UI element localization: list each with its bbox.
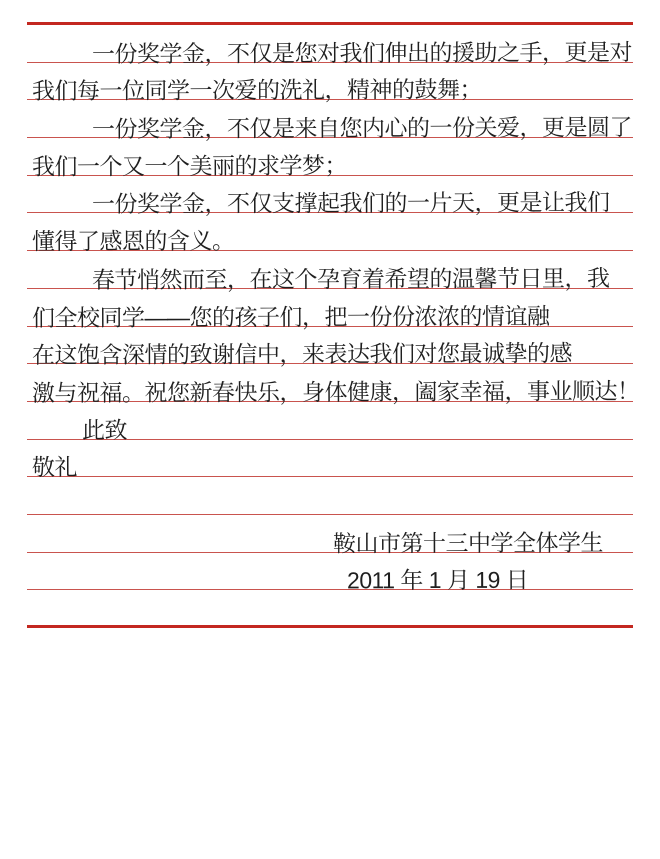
letter-line (27, 100, 633, 143)
letter-line (27, 289, 633, 331)
letter-text: 春节悄然而至，在这个孕育着希望的温馨节日里，我 (91, 264, 610, 293)
letter-text: 一份奖学金，不仅是您对我们伸出的援助之手，更是对 (91, 38, 633, 67)
letter-salute-line (27, 440, 633, 481)
letter-text: 我们一个又一个美丽的求学梦； (31, 152, 348, 180)
signature-line (27, 515, 633, 557)
ruled-paper (27, 22, 640, 628)
letter-line (27, 63, 633, 105)
letter-line (27, 327, 633, 369)
letter-date: 2011 年 1 月 19 日 (346, 566, 529, 594)
letter-text: 在这饱含深情的致谢信中，来表达我们对您最诚挚的感 (31, 340, 573, 369)
empty-ruled-line (27, 590, 633, 628)
letter-line (27, 213, 633, 255)
letter-line (27, 176, 633, 218)
letter-salute: 敬礼 (31, 454, 78, 481)
letter-text: 懂得了感恩的含义。 (31, 227, 235, 255)
letter-text: 一份奖学金，不仅是来自您内心的一份关爱，更是圆了 (91, 114, 633, 143)
letter-line (27, 138, 633, 180)
letter-closing-line (27, 402, 633, 443)
letter-text: 我们每一位同学一次爱的洗礼，精神的鼓舞； (31, 76, 483, 105)
letter-text: 激与祝福。祝您新春快乐，身体健康，阖家幸福，事业顺达！ (31, 377, 640, 406)
letter-line (27, 25, 633, 67)
empty-ruled-line (27, 477, 633, 515)
letter-line (27, 251, 633, 293)
letter-text: 们全校同学——您的孩子们，把一份份浓浓的情谊融 (31, 302, 550, 331)
letter-text: 一份奖学金，不仅支撑起我们的一片天，更是让我们 (91, 189, 610, 218)
letter-closing: 此致 (81, 416, 128, 443)
letter-line (27, 364, 640, 406)
date-line (27, 553, 633, 594)
signature: 鞍山市第十三中学全体学生 (332, 529, 604, 557)
